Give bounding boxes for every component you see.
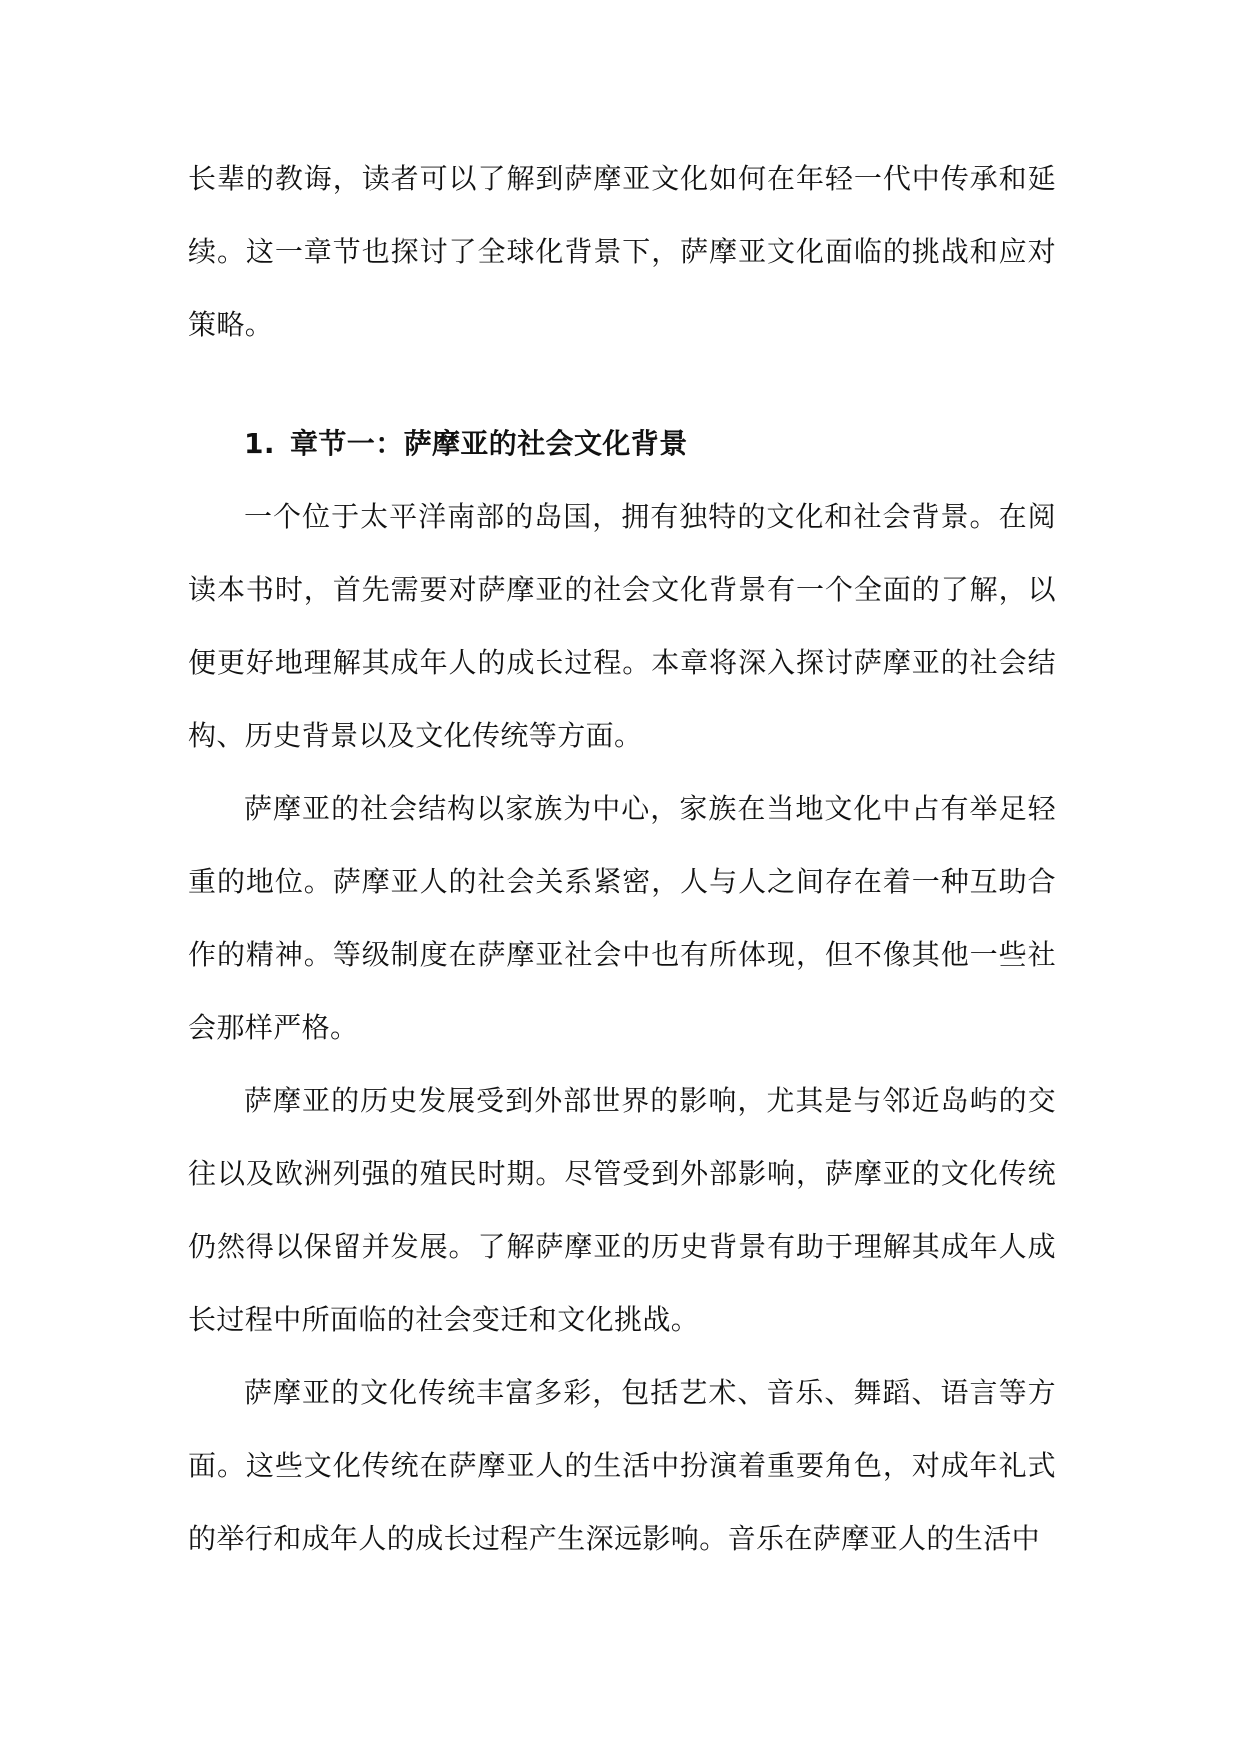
body-paragraph: 萨摩亚的社会结构以家族为中心，家族在当地文化中占有举足轻重的地位。萨摩亚人的社会关系紧密，人与人之间存在着一种互助合作的精神。等级制度在萨摩亚社会中也有所体现，但不像其他一些社会那样严格。 [188, 792, 1056, 1044]
body-paragraph: 萨摩亚的历史发展受到外部世界的影响，尤其是与邻近岛屿的交往以及欧洲列强的殖民时期。尽管受到外部影响，萨摩亚的文化传统仍然得以保留并发展。了解萨摩亚的历史背景有助于理解其成年人成长过程中所面临的社会变迁和文化挑战。 [188, 1084, 1056, 1336]
body-paragraph: 一个位于太平洋南部的岛国，拥有独特的文化和社会背景。在阅读本书时，首先需要对萨摩亚的社会文化背景有一个全面的了解，以便更好地理解其成年人的成长过程。本章将深入探讨萨摩亚的社会结构、历史背景以及文化传统等方面。 [188, 500, 1056, 752]
page-content [188, 142, 1056, 1575]
section-title: 章节一：萨摩亚的社会文化背景 [290, 427, 688, 460]
section-spacer [188, 361, 1056, 407]
body-paragraph: 萨摩亚的文化传统丰富多彩，包括艺术、音乐、舞蹈、语言等方面。这些文化传统在萨摩亚人的生活中扮演着重要角色，对成年礼式的举行和成年人的成长过程产生深远影响。音乐在萨摩亚人的生活中 [188, 1376, 1056, 1555]
intro-continuation-paragraph: 长辈的教诲，读者可以了解到萨摩亚文化如何在年轻一代中传承和延续。这一章节也探讨了全球化背景下，萨摩亚文化面临的挑战和应对策略。 [188, 162, 1056, 341]
section-heading [188, 407, 1056, 480]
section-number: 1. [244, 427, 275, 460]
